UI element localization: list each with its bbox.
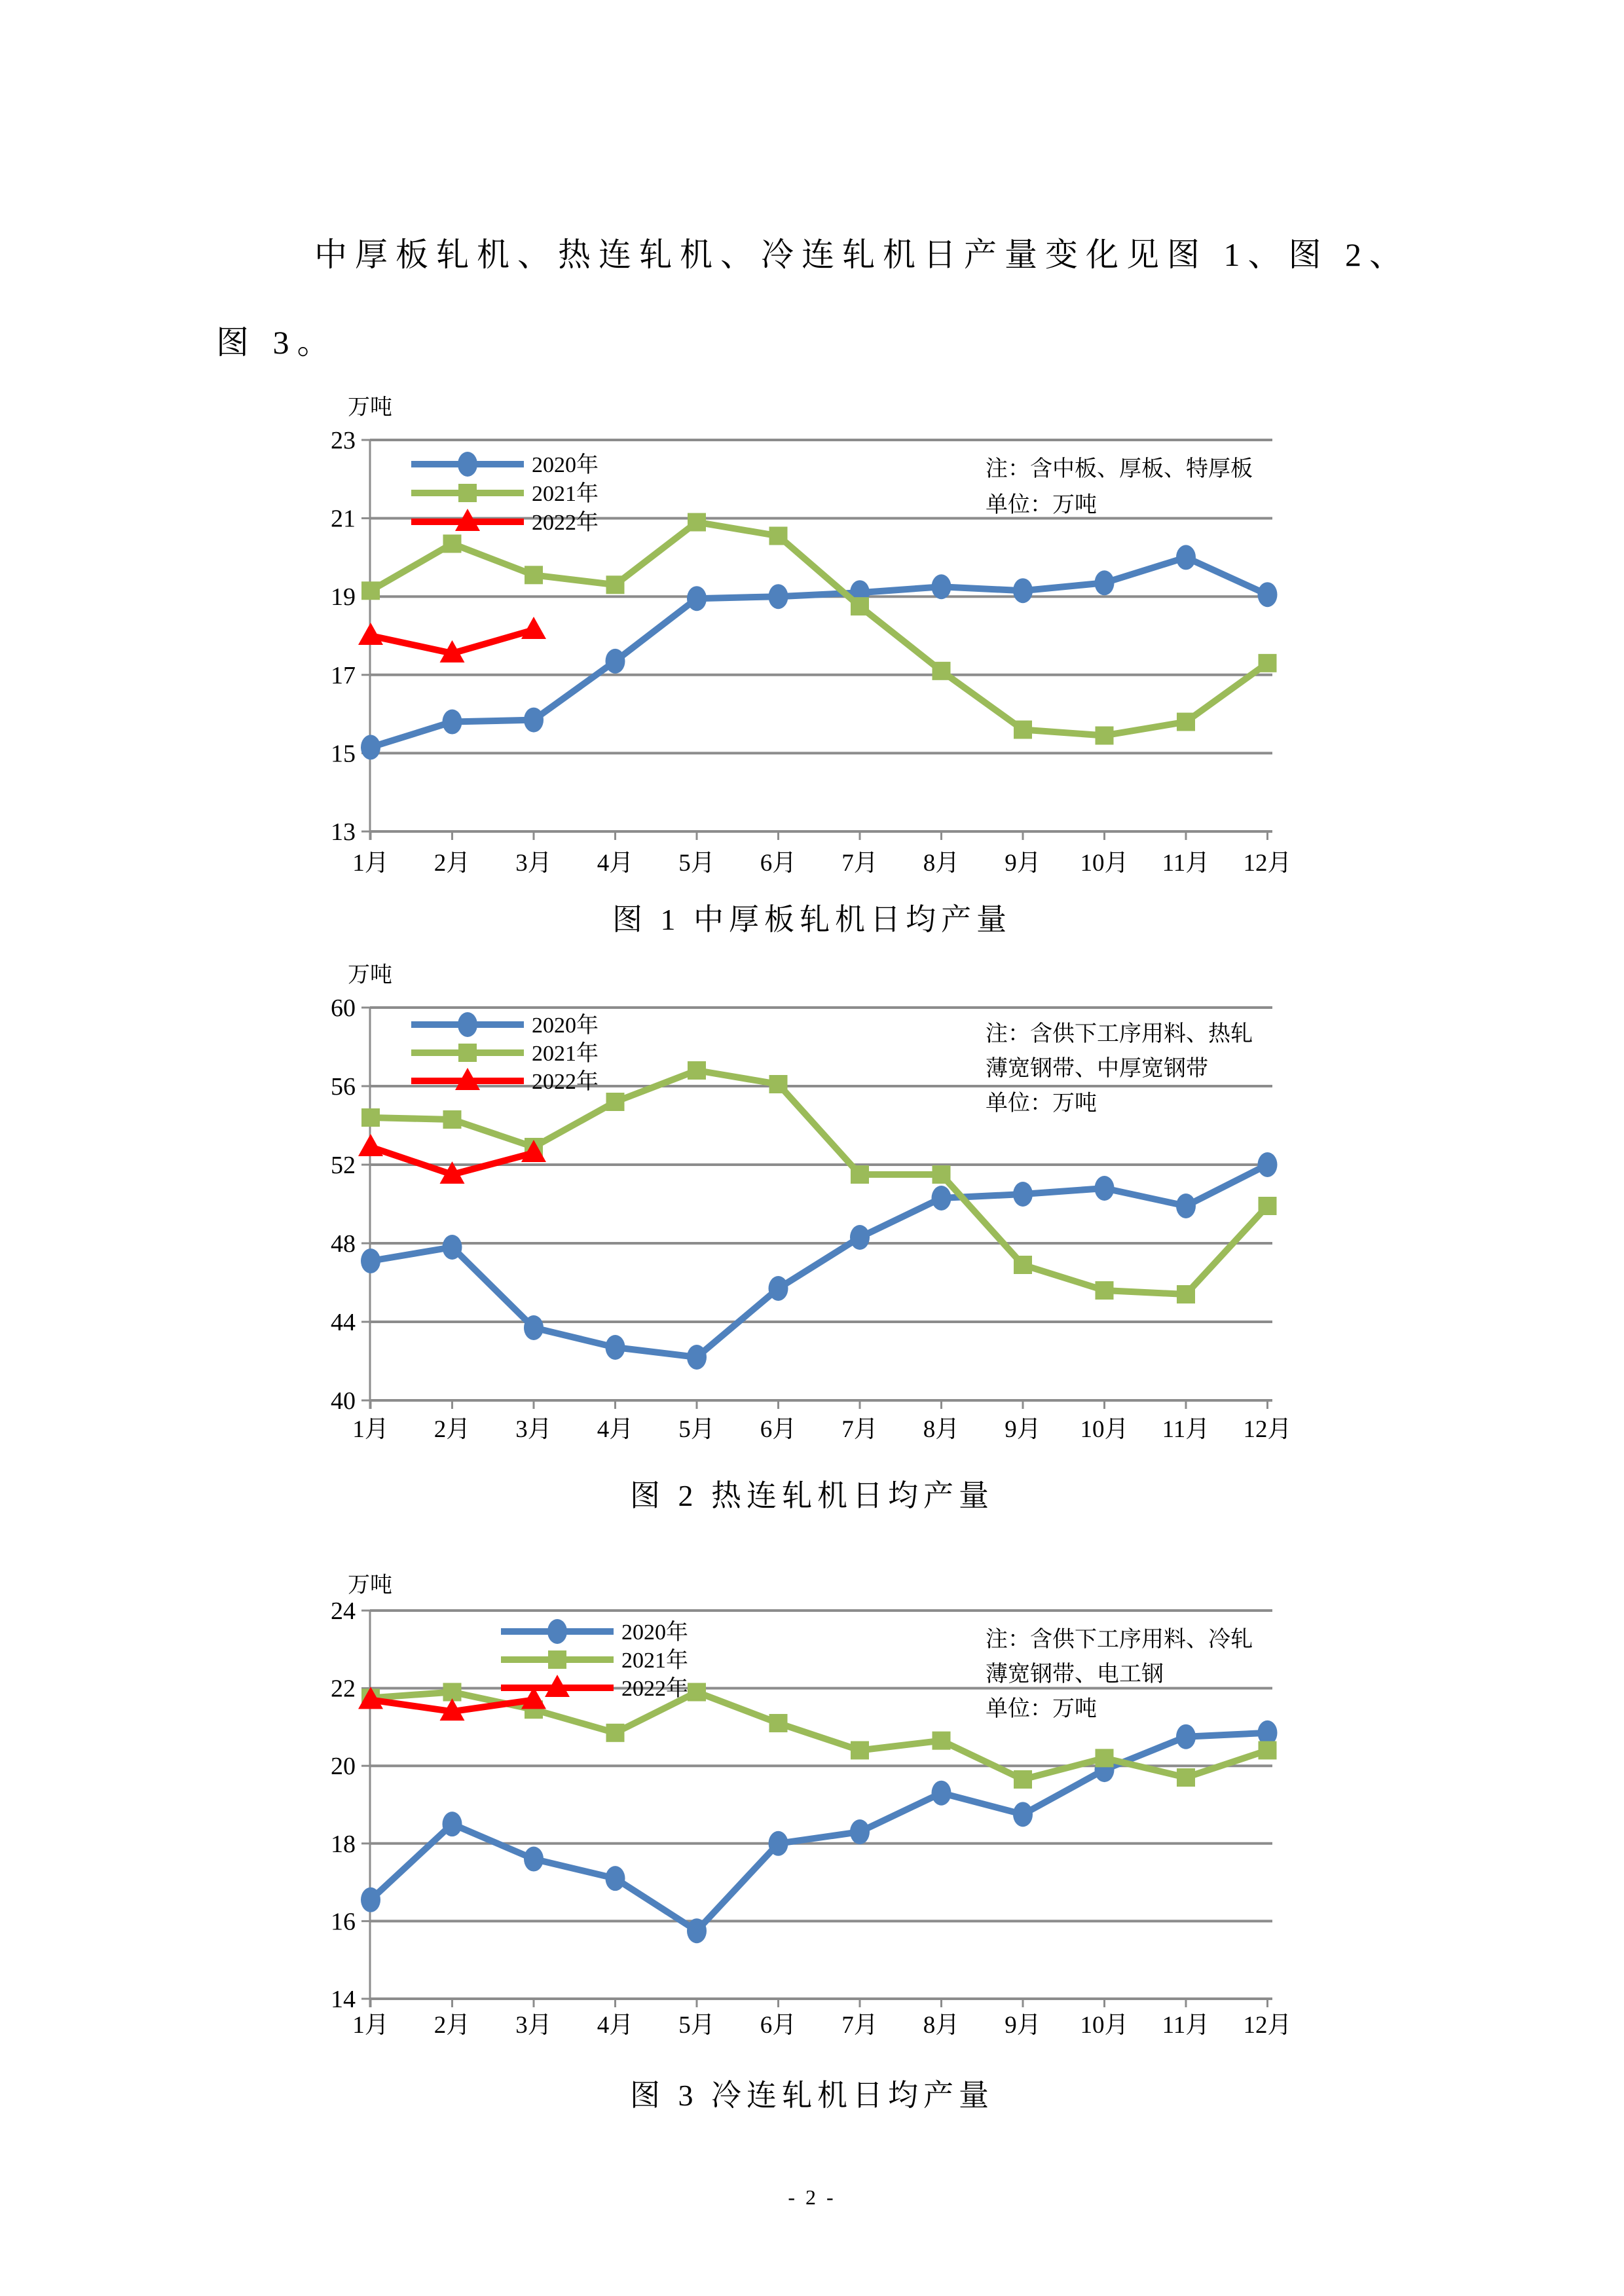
- data-point-2021年: [851, 1741, 869, 1759]
- data-point-2021年: [606, 1724, 625, 1742]
- x-axis-tick-label: 10月: [1080, 850, 1129, 877]
- x-axis-tick-label: 1月: [352, 1416, 389, 1443]
- legend-marker-circle-icon: [547, 1619, 567, 1644]
- x-axis-tick-label: 11月: [1162, 2012, 1210, 2039]
- chart-note-line: 单位：万吨: [986, 1091, 1097, 1116]
- data-point-2021年: [525, 566, 543, 584]
- x-axis-tick-label: 9月: [1005, 850, 1041, 877]
- y-axis-tick-label: 17: [331, 661, 356, 689]
- legend-marker-square-icon: [548, 1650, 566, 1669]
- data-point-2021年: [1096, 1749, 1114, 1767]
- y-axis-tick-label: 52: [331, 1152, 356, 1179]
- x-axis-tick-label: 12月: [1243, 850, 1292, 877]
- data-point-2020年: [361, 1887, 380, 1912]
- data-point-2020年: [687, 1918, 707, 1943]
- data-point-2020年: [606, 1335, 625, 1360]
- x-axis-tick-label: 10月: [1080, 1416, 1129, 1443]
- data-point-2020年: [524, 708, 544, 733]
- y-axis-tick-label: 23: [331, 427, 356, 454]
- data-point-2020年: [687, 586, 707, 611]
- figure-3-caption: 图 3 冷连轧机日均产量: [630, 2079, 994, 2112]
- chart-note-line: 注：含供下工序用料、热轧: [986, 1022, 1253, 1046]
- legend-label: 2022年: [621, 1677, 688, 1701]
- x-axis-tick-label: 8月: [923, 2012, 960, 2039]
- data-point-2020年: [606, 649, 625, 674]
- y-axis-tick-label: 15: [331, 740, 356, 768]
- data-point-2020年: [1013, 1802, 1033, 1827]
- data-point-2020年: [443, 1812, 462, 1836]
- y-axis-tick-label: 24: [331, 1597, 356, 1625]
- legend-label: 2022年: [532, 1070, 599, 1094]
- x-axis-tick-label: 4月: [597, 2012, 634, 2039]
- x-axis-tick-label: 3月: [515, 2012, 552, 2039]
- y-axis-tick-label: 22: [331, 1675, 356, 1703]
- data-point-2020年: [850, 1819, 870, 1844]
- legend-label: 2020年: [621, 1620, 688, 1645]
- legend-marker-square-icon: [458, 484, 477, 502]
- intro-line-1: 中厚板轧机、热连轧机、冷连轧机日产量变化见图 1、图 2、: [314, 236, 1410, 273]
- data-point-2021年: [769, 1075, 788, 1093]
- data-point-2020年: [1258, 1152, 1278, 1177]
- x-axis-tick-label: 6月: [760, 2012, 797, 2039]
- data-point-2021年: [443, 1110, 462, 1129]
- figure-3-chart: [0, 1555, 1624, 2079]
- x-axis-tick-label: 6月: [760, 850, 797, 877]
- x-axis-tick-label: 10月: [1080, 2012, 1129, 2039]
- x-axis-tick-label: 4月: [597, 1416, 634, 1443]
- data-point-2020年: [1095, 1176, 1115, 1201]
- data-point-2020年: [443, 1235, 462, 1260]
- data-point-2021年: [1096, 1281, 1114, 1300]
- y-axis-tick-label: 18: [331, 1830, 356, 1858]
- page-number: - 2 -: [788, 2185, 836, 2209]
- data-point-2021年: [851, 1165, 869, 1184]
- y-axis-tick-label: 56: [331, 1073, 356, 1101]
- data-point-2021年: [932, 1165, 951, 1184]
- y-axis-tick-label: 60: [331, 994, 356, 1022]
- y-axis-tick-label: 13: [331, 818, 356, 846]
- data-point-2021年: [932, 662, 951, 680]
- data-point-2020年: [524, 1315, 544, 1340]
- x-axis-tick-label: 4月: [597, 850, 634, 877]
- data-point-2021年: [361, 1108, 380, 1127]
- data-point-2022年: [521, 617, 546, 639]
- data-point-2020年: [1258, 582, 1278, 607]
- series-line-2021年: [371, 522, 1268, 736]
- figure-1-caption: 图 1 中厚板轧机日均产量: [612, 903, 1012, 936]
- data-point-2021年: [1014, 721, 1032, 739]
- x-axis-tick-label: 11月: [1162, 850, 1210, 877]
- legend-label: 2020年: [532, 1013, 599, 1038]
- y-axis-unit-label: 万吨: [348, 395, 392, 420]
- legend-label: 2021年: [532, 1042, 599, 1066]
- intro-paragraph: [216, 211, 1414, 386]
- x-axis-tick-label: 11月: [1162, 1416, 1210, 1443]
- chart-note-line: 注：含供下工序用料、冷轧: [986, 1628, 1253, 1652]
- data-point-2021年: [851, 597, 869, 615]
- data-point-2020年: [1176, 545, 1196, 570]
- series-line-2020年: [371, 557, 1268, 747]
- data-point-2020年: [524, 1847, 544, 1872]
- y-axis-unit-label: 万吨: [348, 1573, 392, 1597]
- x-axis-tick-label: 2月: [434, 850, 471, 877]
- x-axis-tick-label: 3月: [515, 1416, 552, 1443]
- data-point-2021年: [1259, 1741, 1277, 1759]
- data-point-2020年: [932, 1186, 951, 1211]
- data-point-2020年: [1176, 1724, 1196, 1749]
- x-axis-tick-label: 5月: [678, 2012, 715, 2039]
- data-point-2020年: [687, 1345, 707, 1370]
- y-axis-tick-label: 20: [331, 1753, 356, 1781]
- x-axis-tick-label: 7月: [841, 850, 878, 877]
- y-axis-unit-label: 万吨: [348, 963, 392, 987]
- data-point-2021年: [1014, 1256, 1032, 1274]
- data-point-2021年: [606, 575, 625, 594]
- data-point-2021年: [769, 1714, 788, 1732]
- chart-note-line: 注：含中板、厚板、特厚板: [986, 457, 1253, 481]
- data-point-2021年: [1259, 1197, 1277, 1215]
- data-point-2021年: [443, 534, 462, 553]
- x-axis-tick-label: 2月: [434, 2012, 471, 2039]
- y-axis-tick-label: 40: [331, 1387, 356, 1415]
- legend-marker-circle-icon: [458, 452, 477, 477]
- x-axis-tick-label: 1月: [352, 2012, 389, 2039]
- legend-marker-square-icon: [458, 1044, 477, 1062]
- data-point-2021年: [1177, 1768, 1195, 1787]
- y-axis-tick-label: 16: [331, 1908, 356, 1936]
- data-point-2020年: [361, 735, 380, 759]
- chart-note-line: 薄宽钢带、中厚宽钢带: [986, 1057, 1208, 1081]
- legend-label: 2021年: [621, 1649, 688, 1673]
- y-axis-tick-label: 19: [331, 583, 356, 611]
- x-axis-tick-label: 7月: [841, 2012, 878, 2039]
- data-point-2021年: [1177, 1285, 1195, 1303]
- x-axis-tick-label: 9月: [1005, 1416, 1041, 1443]
- figure-2-caption: 图 2 热连轧机日均产量: [630, 1479, 994, 1512]
- data-point-2021年: [1014, 1770, 1032, 1789]
- x-axis-tick-label: 1月: [352, 850, 389, 877]
- x-axis-tick-label: 6月: [760, 1416, 797, 1443]
- data-point-2021年: [361, 581, 380, 600]
- data-point-2021年: [1096, 726, 1114, 744]
- x-axis-tick-label: 12月: [1243, 2012, 1292, 2039]
- data-point-2021年: [1259, 654, 1277, 672]
- data-point-2020年: [850, 1225, 870, 1250]
- data-point-2020年: [932, 1781, 951, 1806]
- data-point-2022年: [358, 623, 383, 645]
- data-point-2021年: [606, 1093, 625, 1111]
- data-point-2021年: [688, 1683, 706, 1702]
- y-axis-tick-label: 14: [331, 1986, 356, 2013]
- y-axis-tick-label: 48: [331, 1230, 356, 1258]
- series-line-2020年: [371, 1165, 1268, 1357]
- legend-label: 2022年: [532, 511, 599, 535]
- y-axis-tick-label: 21: [331, 505, 356, 533]
- x-axis-tick-label: 5月: [678, 1416, 715, 1443]
- legend-marker-circle-icon: [458, 1012, 477, 1037]
- data-point-2020年: [361, 1248, 380, 1273]
- x-axis-tick-label: 5月: [678, 850, 715, 877]
- data-point-2020年: [1095, 570, 1115, 595]
- data-point-2020年: [443, 710, 462, 735]
- data-point-2021年: [688, 1061, 706, 1080]
- x-axis-tick-label: 8月: [923, 850, 960, 877]
- data-point-2020年: [1013, 1182, 1033, 1207]
- data-point-2021年: [769, 527, 788, 545]
- chart-note-line: 单位：万吨: [986, 493, 1097, 517]
- data-point-2021年: [1177, 713, 1195, 731]
- data-point-2020年: [932, 574, 951, 599]
- data-point-2020年: [1013, 578, 1033, 603]
- x-axis-tick-label: 8月: [923, 1416, 960, 1443]
- data-point-2020年: [769, 584, 788, 609]
- x-axis-tick-label: 12月: [1243, 1416, 1292, 1443]
- data-point-2020年: [1176, 1194, 1196, 1218]
- data-point-2021年: [688, 513, 706, 532]
- x-axis-tick-label: 2月: [434, 1416, 471, 1443]
- chart-note-line: 单位：万吨: [986, 1697, 1097, 1721]
- data-point-2020年: [769, 1831, 788, 1856]
- x-axis-tick-label: 3月: [515, 850, 552, 877]
- legend-label: 2020年: [532, 453, 599, 477]
- data-point-2022年: [358, 1134, 383, 1156]
- chart-note-line: 薄宽钢带、电工钢: [986, 1662, 1164, 1686]
- intro-line-2: 图 3。: [216, 324, 338, 361]
- data-point-2020年: [769, 1276, 788, 1301]
- data-point-2021年: [932, 1732, 951, 1750]
- figure-1-chart: [0, 376, 1624, 894]
- figure-2-chart: [0, 949, 1624, 1467]
- y-axis-tick-label: 44: [331, 1309, 356, 1336]
- data-point-2020年: [606, 1866, 625, 1891]
- legend-label: 2021年: [532, 482, 599, 506]
- x-axis-tick-label: 9月: [1005, 2012, 1041, 2039]
- x-axis-tick-label: 7月: [841, 1416, 878, 1443]
